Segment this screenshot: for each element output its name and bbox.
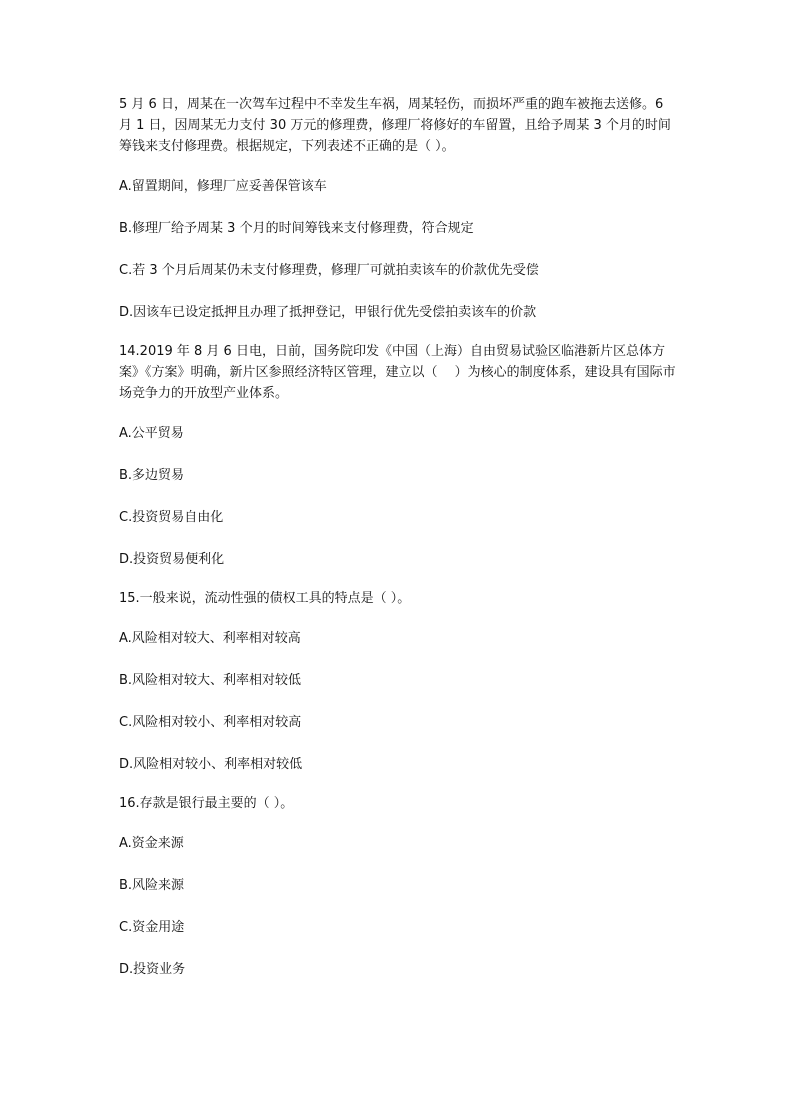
option-c: C.若 3 个月后周某仍未支付修理费，修理厂可就拍卖该车的价款优先受偿 (119, 263, 539, 278)
option-a: A.留置期间，修理厂应妥善保管该车 (119, 179, 327, 194)
option-b: B.修理厂给予周某 3 个月的时间筹钱来支付修理费，符合规定 (119, 221, 474, 236)
question-block-16 (119, 793, 679, 980)
option-b: B.风险来源 (119, 878, 185, 893)
option-b: B.多边贸易 (119, 468, 185, 483)
option-c: C.资金用途 (119, 920, 185, 935)
question-block-14 (119, 341, 679, 570)
question-block-15 (119, 588, 679, 775)
question-text: 16.存款是银行最主要的（ ）。 (119, 796, 294, 811)
option-d: D.投资贸易便利化 (119, 552, 225, 567)
question-text: 14.2019 年 8 月 6 日电，日前，国务院印发《中国（上海）自由贸易试验区临港新片区总体方案》《方案》明确，新片区参照经济特区管理，建立以（ ）为核心的制度体系，建设具有国际市场竞争力的开放型产业体系。 (119, 344, 676, 401)
option-a: A.风险相对较大、利率相对较高 (119, 631, 301, 646)
option-a: A.资金来源 (119, 836, 184, 851)
document-page (119, 94, 679, 980)
option-c: C.风险相对较小、利率相对较高 (119, 715, 302, 730)
option-c: C.投资贸易自由化 (119, 510, 224, 525)
question-block-1 (119, 94, 679, 323)
question-text: 15.一般来说，流动性强的债权工具的特点是（ ）。 (119, 591, 411, 606)
option-a: A.公平贸易 (119, 426, 184, 441)
option-d: D.风险相对较小、利率相对较低 (119, 757, 303, 772)
option-b: B.风险相对较大、利率相对较低 (119, 673, 302, 688)
question-text: 5 月 6 日，周某在一次驾车过程中不幸发生车祸，周某轻伤，而损坏严重的跑车被拖去送修。6 月 1 日，因周某无力支付 30 万元的修理费，修理厂将修好的车留置，且给予周某 3 个月的时间筹钱来支付修理费。根据规定，下列表述不正确的是（ ）。 (119, 97, 671, 154)
option-d: D.投资业务 (119, 962, 186, 977)
option-d: D.因该车已设定抵押且办理了抵押登记，甲银行优先受偿拍卖该车的价款 (119, 305, 537, 320)
